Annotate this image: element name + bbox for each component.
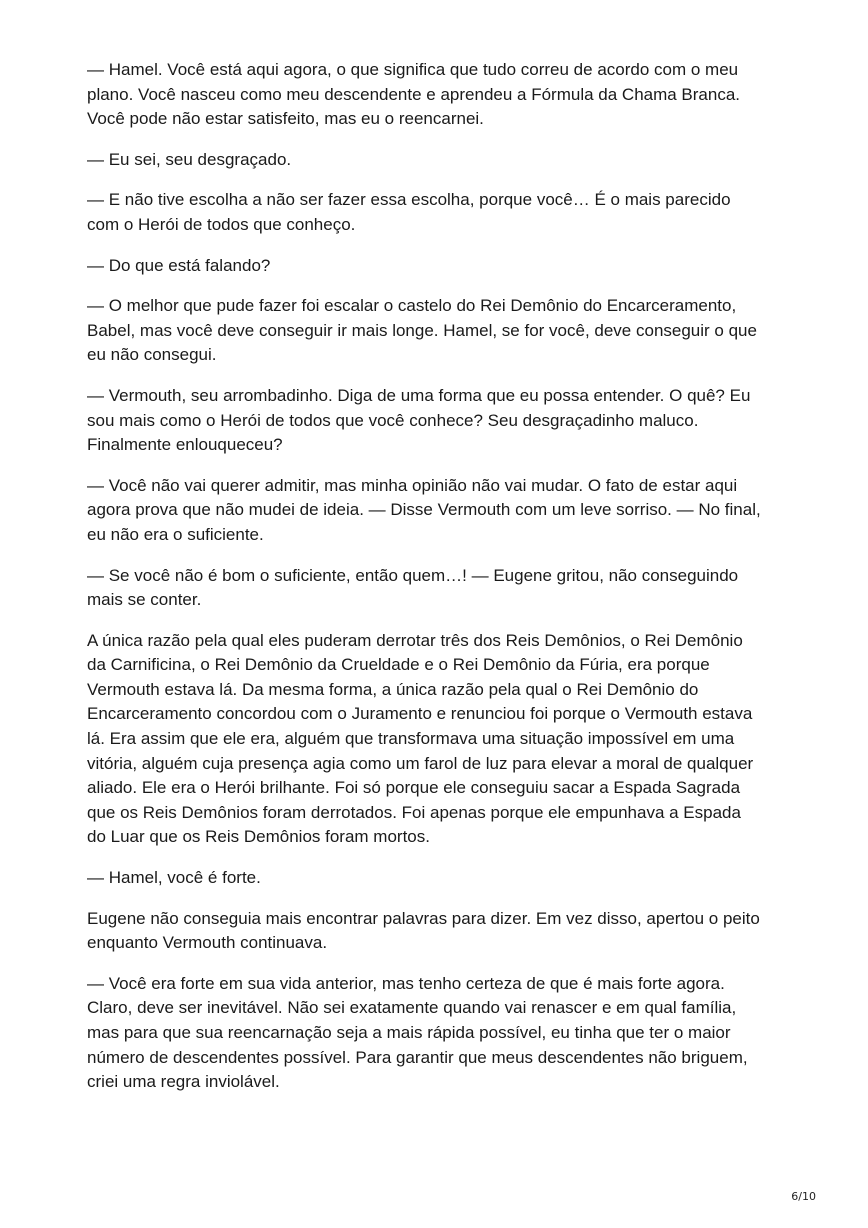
paragraph: — Do que está falando? — [87, 255, 271, 275]
paragraph: — Você não vai querer admitir, mas minha opinião não vai mudar. O fato de estar aqui agora prova que não mudei de ideia. — Disse Vermouth com um leve sorriso. — No final, eu não era o suficiente. — [87, 475, 761, 544]
paragraph: Eugene não conseguia mais encontrar palavras para dizer. Em vez disso, apertou o peito enquanto Vermouth continuava. — [87, 908, 760, 953]
paragraph: — O melhor que pude fazer foi escalar o castelo do Rei Demônio do Encarceramento, Babel, mas você deve conseguir ir mais longe. Hamel, se for você, deve conseguir o que eu não consegui. — [87, 296, 757, 365]
page-body — [87, 58, 787, 1111]
paragraph: — Hamel, você é forte. — [87, 868, 261, 888]
paragraph: — Eu sei, seu desgraçado. — [87, 149, 292, 169]
paragraph: — E não tive escolha a não ser fazer essa escolha, porque você… É o mais parecido com o Herói de todos que conheço. — [87, 190, 731, 234]
paragraph: — Se você não é bom o suficiente, então quem…! — Eugene gritou, não conseguindo mais se conter. — [87, 565, 739, 610]
paragraph: A única razão pela qual eles puderam derrotar três dos Reis Demônios, o Rei Demônio da Carnificina, o Rei Demônio da Crueldade e o Rei Demônio da Fúria, era porque Vermouth estava lá. Da mesma forma, a única razão pela qual o Rei Demônio do Encarceramento concordou com o Juramento e renunciou foi porque o Vermouth estava lá. Era assim que ele era, alguém que transformava uma situação impossível em uma vitória, alguém cuja presença agia como um farol de luz para elevar a moral de qualquer aliado. Ele era o Herói brilhante. Foi só porque ele conseguiu sacar a Espada Sagrada que os Reis Demônios foram derrotados. Foi apenas porque ele empunhava a Espada do Luar que os Reis Demônios foram mortos. — [87, 630, 754, 847]
paragraph: — Hamel. Você está aqui agora, o que significa que tudo correu de acordo com o meu plano. Você nasceu como meu descendente e aprendeu a Fórmula da Chama Branca. Você pode não estar satisfeito, mas eu o reencarnei. — [87, 60, 741, 129]
paragraph: — Você era forte em sua vida anterior, mas tenho certeza de que é mais forte agora. Claro, deve ser inevitável. Não sei exatamente quando vai renascer e em qual família, mas para que sua reencarnação seja a mais rápida possível, eu tinha que ter o maior número de descendentes possível. Para garantir que meus descendentes não briguem, criei uma regra inviolável. — [87, 973, 748, 1092]
page-number: 6/10 — [791, 1190, 816, 1203]
paragraph: — Vermouth, seu arrombadinho. Diga de uma forma que eu possa entender. O quê? Eu sou mais como o Herói de todos que você conhece? Seu desgraçadinho maluco. Finalmente enlouqueceu? — [87, 385, 751, 455]
